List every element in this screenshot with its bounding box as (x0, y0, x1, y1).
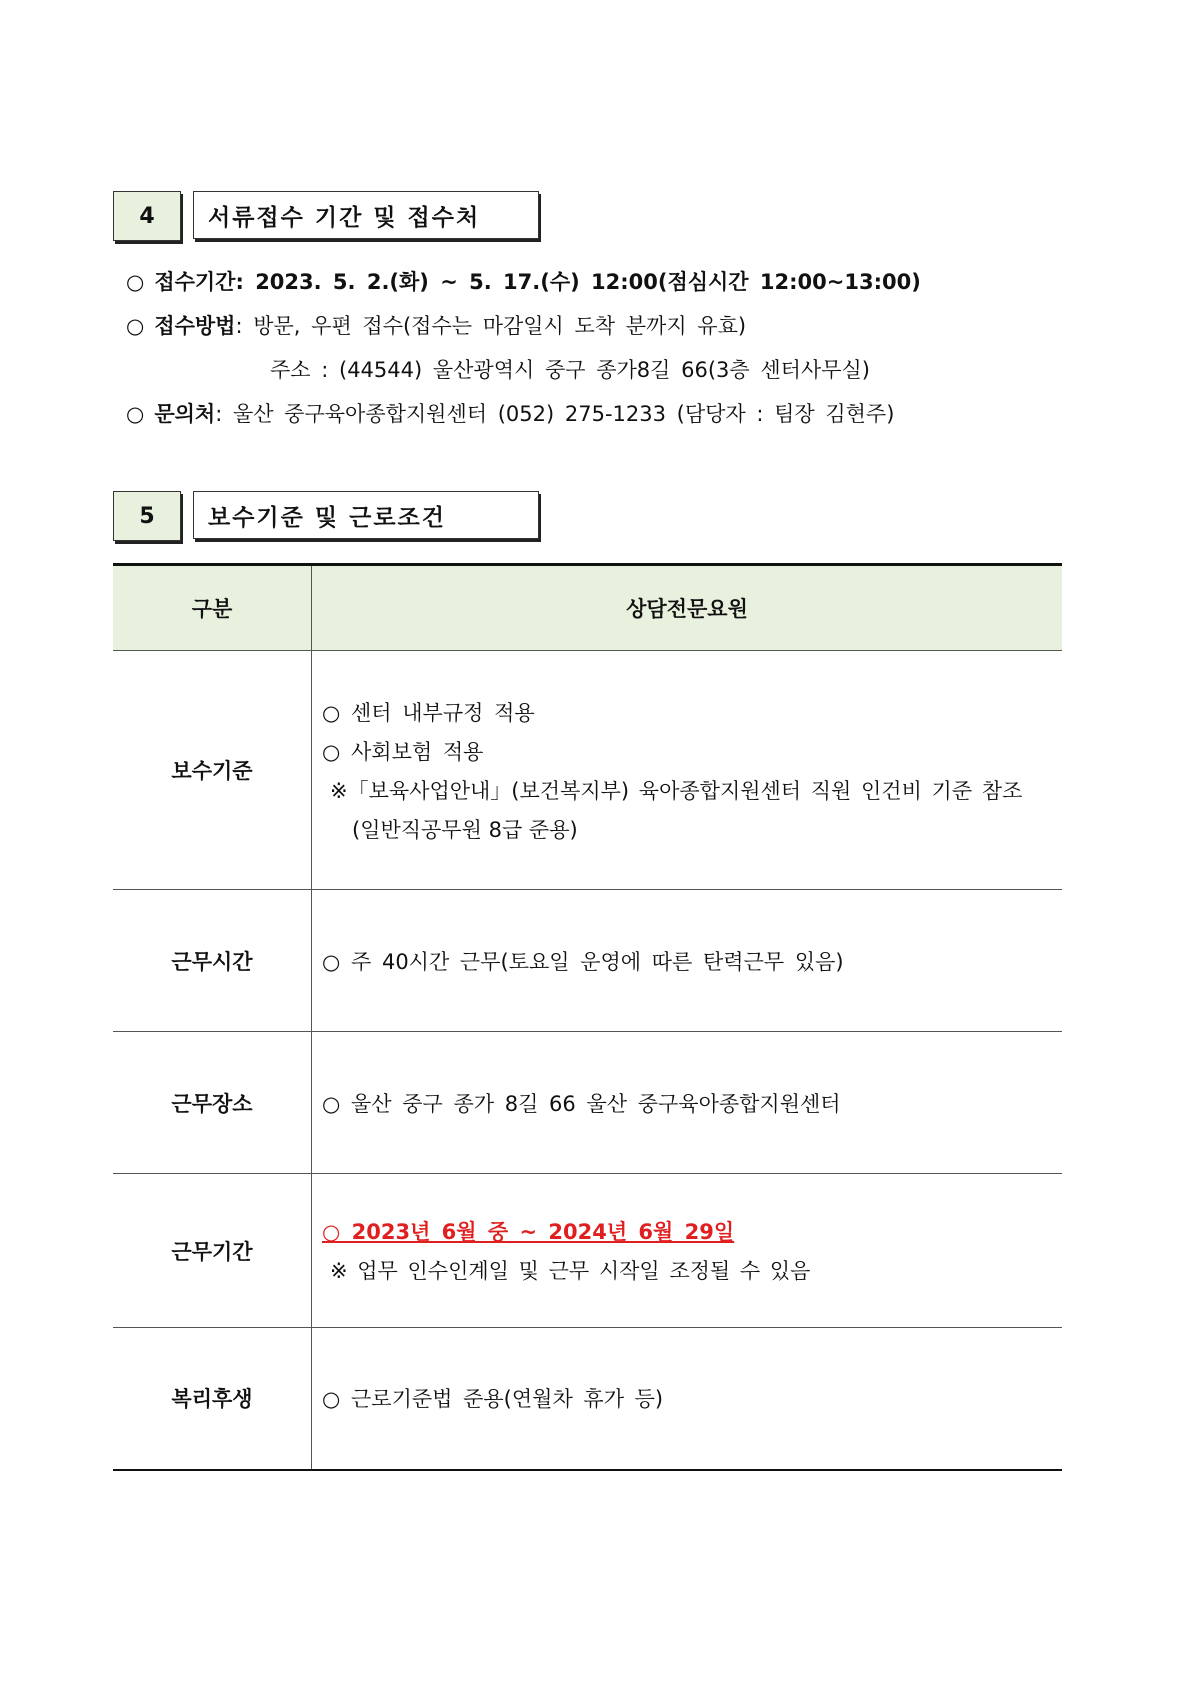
item-label: 문의처 (154, 402, 216, 426)
table-row (113, 651, 1062, 890)
row-content (312, 1032, 1063, 1174)
row-label: 근무장소 (113, 1032, 312, 1174)
header-category: 구분 (113, 565, 312, 651)
table-row (113, 1328, 1062, 1470)
receipt-period (126, 266, 921, 296)
item-label: 접수방법 (154, 314, 236, 338)
row-note: (일반직공무원 8급 준용) (352, 817, 578, 842)
row-line: ○ 센터 내부규정 적용 (322, 700, 535, 725)
item-label: 접수기간 (154, 270, 236, 294)
row-label: 근무기간 (113, 1174, 312, 1328)
table-row (113, 890, 1062, 1032)
header-position: 상담전문요원 (312, 565, 1063, 651)
row-line: ○ 주 40시간 근무(토요일 운영에 따른 탄력근무 있음) (322, 949, 844, 974)
item-text: : 2023. 5. 2.(화) ~ 5. 17.(수) 12:00(점심시간 12:00~13:00) (235, 270, 921, 294)
bullet-icon: ○ (126, 402, 145, 426)
bullet-icon: ○ (126, 270, 145, 294)
section-number: 5 (113, 491, 181, 541)
row-label: 근무시간 (113, 890, 312, 1032)
row-content (312, 890, 1063, 1032)
row-content (312, 651, 1063, 890)
table-row (113, 1032, 1062, 1174)
table-header-row (113, 565, 1062, 651)
address-text: 주소 : (44544) 울산광역시 중구 종가8길 66(3층 센터사무실) (270, 358, 870, 382)
row-note: ※ 업무 인수인계일 및 근무 시작일 조정될 수 있음 (330, 1259, 811, 1283)
row-note: ※「보육사업안내」(보건복지부) 육아종합지원센터 직원 인건비 기준 참조 (330, 778, 1023, 803)
row-line: ○ 근로기준법 준용(연월차 휴가 등) (322, 1387, 664, 1412)
row-highlight: ○ 2023년 6월 중 ~ 2024년 6월 29일 (322, 1220, 735, 1244)
row-label: 보수기준 (113, 651, 312, 890)
item-text: : 울산 중구육아종합지원센터 (052) 275-1233 (담당자 : 팀장 김현주) (215, 402, 895, 426)
contact (126, 398, 894, 428)
conditions-table (113, 563, 1062, 1471)
section-title: 서류접수 기간 및 접수처 (193, 191, 539, 239)
item-text: : 방문, 우편 접수(접수는 마감일시 도착 분까지 유효) (235, 314, 747, 338)
row-content (312, 1174, 1063, 1328)
bullet-icon: ○ (126, 314, 145, 338)
section-title: 보수기준 및 근로조건 (193, 491, 539, 539)
receipt-method (126, 310, 746, 340)
table-row (113, 1174, 1062, 1328)
row-content (312, 1328, 1063, 1470)
row-line: ○ 사회보험 적용 (322, 739, 484, 764)
row-line: ○ 울산 중구 종가 8길 66 울산 중구육아종합지원센터 (322, 1091, 841, 1116)
row-label: 복리후생 (113, 1328, 312, 1470)
section-number: 4 (113, 191, 181, 241)
address (270, 354, 870, 384)
